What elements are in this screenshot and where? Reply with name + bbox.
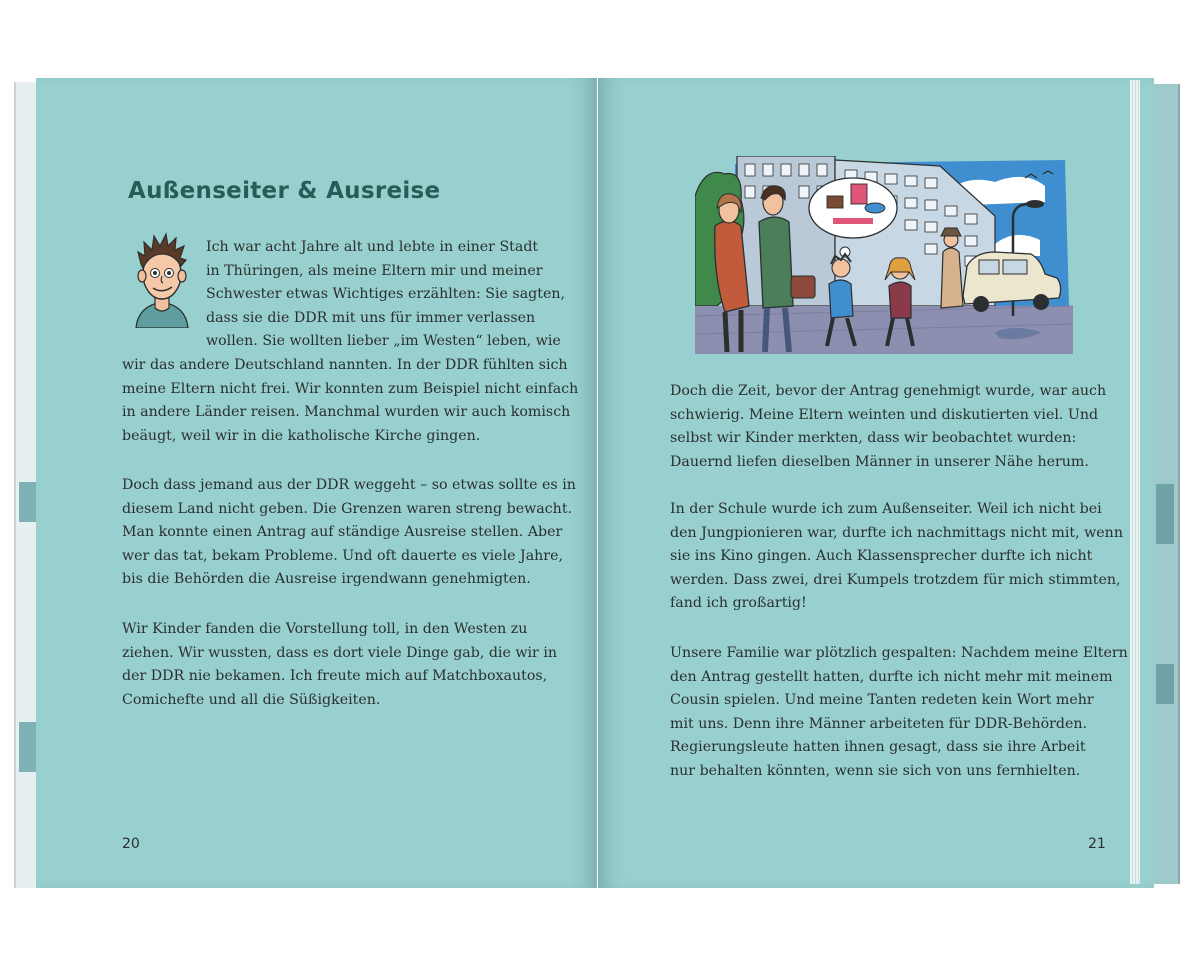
text-line: meine Eltern nicht frei. Wir konnten zum Beispiel nicht einfach <box>122 380 579 397</box>
text-line: in andere Länder reisen. Manchmal wurden wir auch komisch <box>122 404 571 421</box>
text-line: wir das andere Deutschland nannten. In der DDR fühlten sich <box>122 357 568 373</box>
page-title: Außenseiter & Ausreise <box>128 178 441 204</box>
text-line: wollen. Sie wollten lieber „im Westen“ leben, wie <box>206 333 561 350</box>
text-line: schwierig. Meine Eltern weinten und diskutierten viel. Und <box>670 406 1099 423</box>
paragraph-3 <box>122 618 557 712</box>
paragraph-3 <box>670 642 1128 784</box>
paragraph-2 <box>122 474 576 592</box>
text-line: Schwester etwas Wichtiges erzählten: Sie sagten, <box>206 286 566 303</box>
paragraph-1-intro <box>206 236 565 354</box>
left-page <box>36 78 597 888</box>
paragraph-1 <box>670 380 1106 474</box>
text-line: Doch dass jemand aus der DDR weggeht – so etwas sollte es in <box>122 477 576 493</box>
text-line: Ich war acht Jahre alt und lebte in einer Stadt <box>206 239 539 255</box>
text-line: fand ich großartig! <box>670 595 807 612</box>
text-line: sie ins Kino gingen. Auch Klassensprecher durfte ich nicht <box>670 548 1093 565</box>
text-line: beäugt, weil wir in die katholische Kirche gingen. <box>122 427 481 444</box>
text-line: diesem Land nicht geben. Die Grenzen waren streng bewacht. <box>122 500 573 517</box>
text-line: den Antrag gestellt hatten, durfte ich nicht mehr mit meinem <box>670 668 1113 685</box>
text-line: Comichefte und all die Süßigkeiten. <box>122 691 381 708</box>
page-edges <box>1130 80 1140 884</box>
text-line: Regierungsleute hatten ihnen gesagt, dass sie ihre Arbeit <box>670 739 1086 756</box>
paragraph-2 <box>670 498 1123 616</box>
text-line: der DDR nie bekamen. Ich freute mich auf Matchboxautos, <box>122 668 548 685</box>
text-line: selbst wir Kinder merkten, dass wir beobachtet wurden: <box>670 430 1077 447</box>
text-line: ziehen. Wir wussten, dass es dort viele Dinge gab, die wir in <box>122 644 558 661</box>
text-line: wer das tat, bekam Probleme. Und oft dauerte es viele Jahre, <box>122 547 563 564</box>
boy-portrait-icon <box>130 228 194 328</box>
open-book <box>14 78 1180 892</box>
text-line: werden. Dass zwei, drei Kumpels trotzdem für mich stimmten, <box>670 571 1121 588</box>
text-line: Dauernd liefen dieselben Männer in unserer Nähe herum. <box>670 453 1089 470</box>
text-line: In der Schule wurde ich zum Außenseiter. Weil ich nicht bei <box>670 501 1102 517</box>
text-line: dass sie die DDR mit uns für immer verlassen <box>206 309 536 326</box>
text-line: mit uns. Denn ihre Männer arbeiteten für DDR-Behörden. <box>670 715 1088 732</box>
text-line: bis die Behörden die Ausreise irgendwann genehmigten. <box>122 571 531 588</box>
right-page <box>598 78 1154 888</box>
paragraph-1-continued <box>122 354 578 448</box>
page-number-right: 21 <box>1088 836 1106 852</box>
page-number-left: 20 <box>122 836 140 852</box>
text-line: Unsere Familie war plötzlich gespalten: Nachdem meine Eltern <box>670 645 1128 661</box>
text-line: Wir Kinder fanden die Vorstellung toll, in den Westen zu <box>122 621 528 637</box>
text-line: Man konnte einen Antrag auf ständige Ausreise stellen. Aber <box>122 524 563 541</box>
text-line: Doch die Zeit, bevor der Antrag genehmigt wurde, war auch <box>670 383 1107 399</box>
text-line: den Jungpionieren war, durfte ich nachmittags nicht mit, wenn <box>670 524 1123 541</box>
text-line: Cousin spielen. Und meine Tanten redeten kein Wort mehr <box>670 692 1094 709</box>
book-cover-right-edge <box>1152 84 1180 884</box>
street-scene-icon <box>695 156 1073 354</box>
text-line: in Thüringen, als meine Eltern mir und meiner <box>206 262 543 279</box>
text-line: nur behalten könnten, wenn sie sich von uns fernhielten. <box>670 762 1081 779</box>
